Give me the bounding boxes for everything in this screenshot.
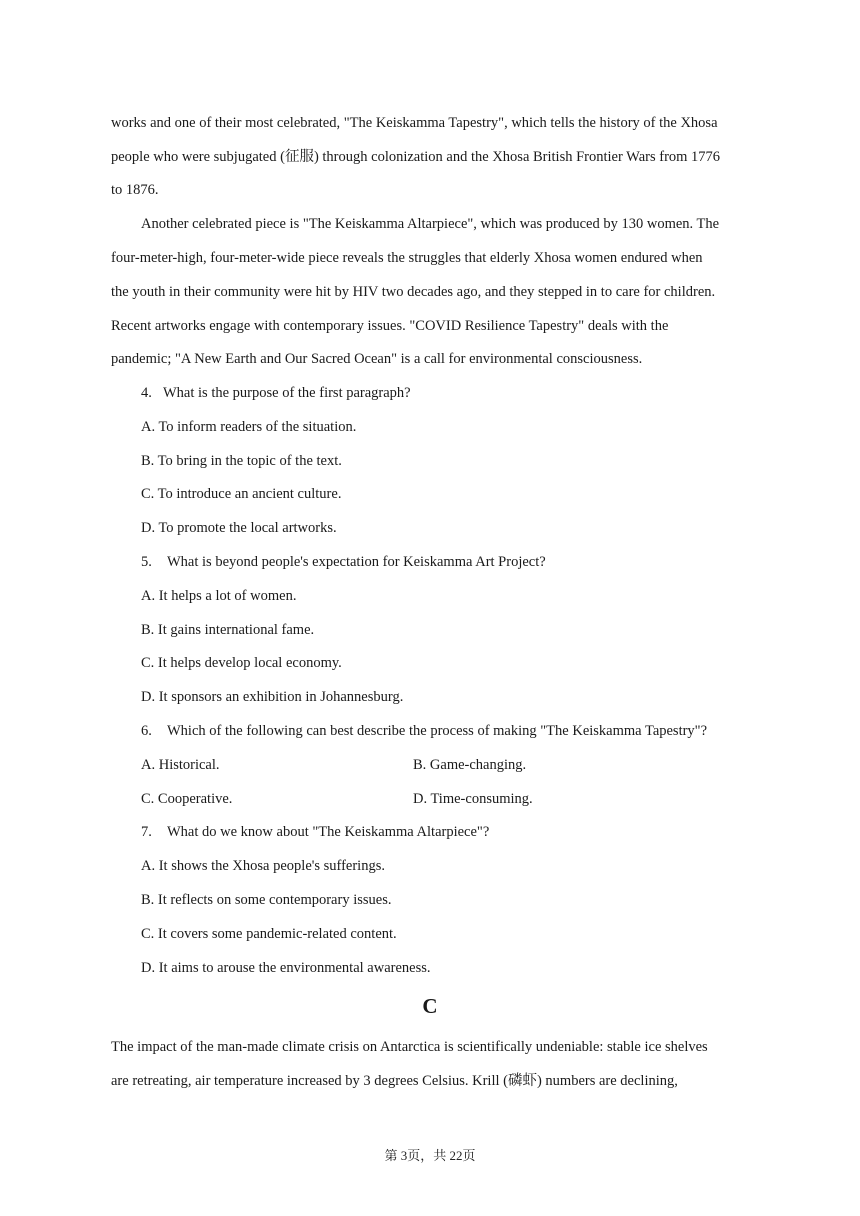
question-number: 7. [141, 824, 152, 840]
passage-line: The impact of the man-made climate crisis on Antarctica is scientifically undeniable: stable ice shelves [111, 1039, 708, 1055]
question-text: Which of the following can best describe the process of making "The Keiskamma Tapestry"? [167, 723, 708, 739]
option-b: B. It gains international fame. [141, 622, 315, 638]
question-text: What is beyond people's expectation for Keiskamma Art Project? [167, 554, 546, 570]
passage-line: works and one of their most celebrated, "The Keiskamma Tapestry", which tells the history of the Xhosa [111, 115, 718, 131]
passage-line: people who were subjugated (征服) through colonization and the Xhosa British Frontier Wars from 1776 [111, 149, 721, 165]
option-c: C. Cooperative. [141, 791, 233, 807]
passage-line: four-meter-high, four-meter-wide piece reveals the struggles that elderly Xhosa women endured when [111, 250, 703, 266]
question-text: What is the purpose of the first paragraph? [163, 385, 411, 401]
passage-line: the youth in their community were hit by HIV two decades ago, and they stepped in to care for children. [111, 284, 716, 300]
option-b: B. Game-changing. [413, 757, 527, 773]
question-text: What do we know about "The Keiskamma Altarpiece"? [167, 824, 490, 840]
section-c-heading: C [422, 994, 438, 1018]
option-c: C. It covers some pandemic-related content. [141, 926, 397, 942]
option-d: D. It aims to arouse the environmental awareness. [141, 960, 431, 976]
option-c: C. It helps develop local economy. [141, 655, 342, 671]
passage-line: Another celebrated piece is "The Keiskamma Altarpiece", which was produced by 130 women. The [141, 216, 720, 232]
option-a: A. To inform readers of the situation. [141, 419, 357, 435]
option-d: D. To promote the local artworks. [141, 520, 337, 536]
option-d: D. Time-consuming. [413, 791, 533, 807]
passage-line: Recent artworks engage with contemporary issues. "COVID Resilience Tapestry" deals with the [111, 318, 669, 334]
option-b: B. To bring in the topic of the text. [141, 453, 342, 469]
passage-line: pandemic; "A New Earth and Our Sacred Ocean" is a call for environmental consciousness. [111, 351, 643, 367]
passage-line: to 1876. [111, 182, 159, 198]
page-number-footer: 第 3页，共 22页 [384, 1148, 476, 1163]
option-c: C. To introduce an ancient culture. [141, 486, 342, 502]
question-number: 6. [141, 723, 152, 739]
option-b: B. It reflects on some contemporary issues. [141, 892, 392, 908]
passage-line: are retreating, air temperature increased by 3 degrees Celsius. Krill (磷虾) numbers are declining, [111, 1073, 678, 1089]
option-a: A. It shows the Xhosa people's sufferings. [141, 858, 385, 874]
option-a: A. It helps a lot of women. [141, 588, 297, 604]
question-number: 5. [141, 554, 152, 570]
option-d: D. It sponsors an exhibition in Johannesburg. [141, 689, 404, 705]
option-a: A. Historical. [141, 757, 220, 773]
question-number: 4. [141, 385, 152, 401]
